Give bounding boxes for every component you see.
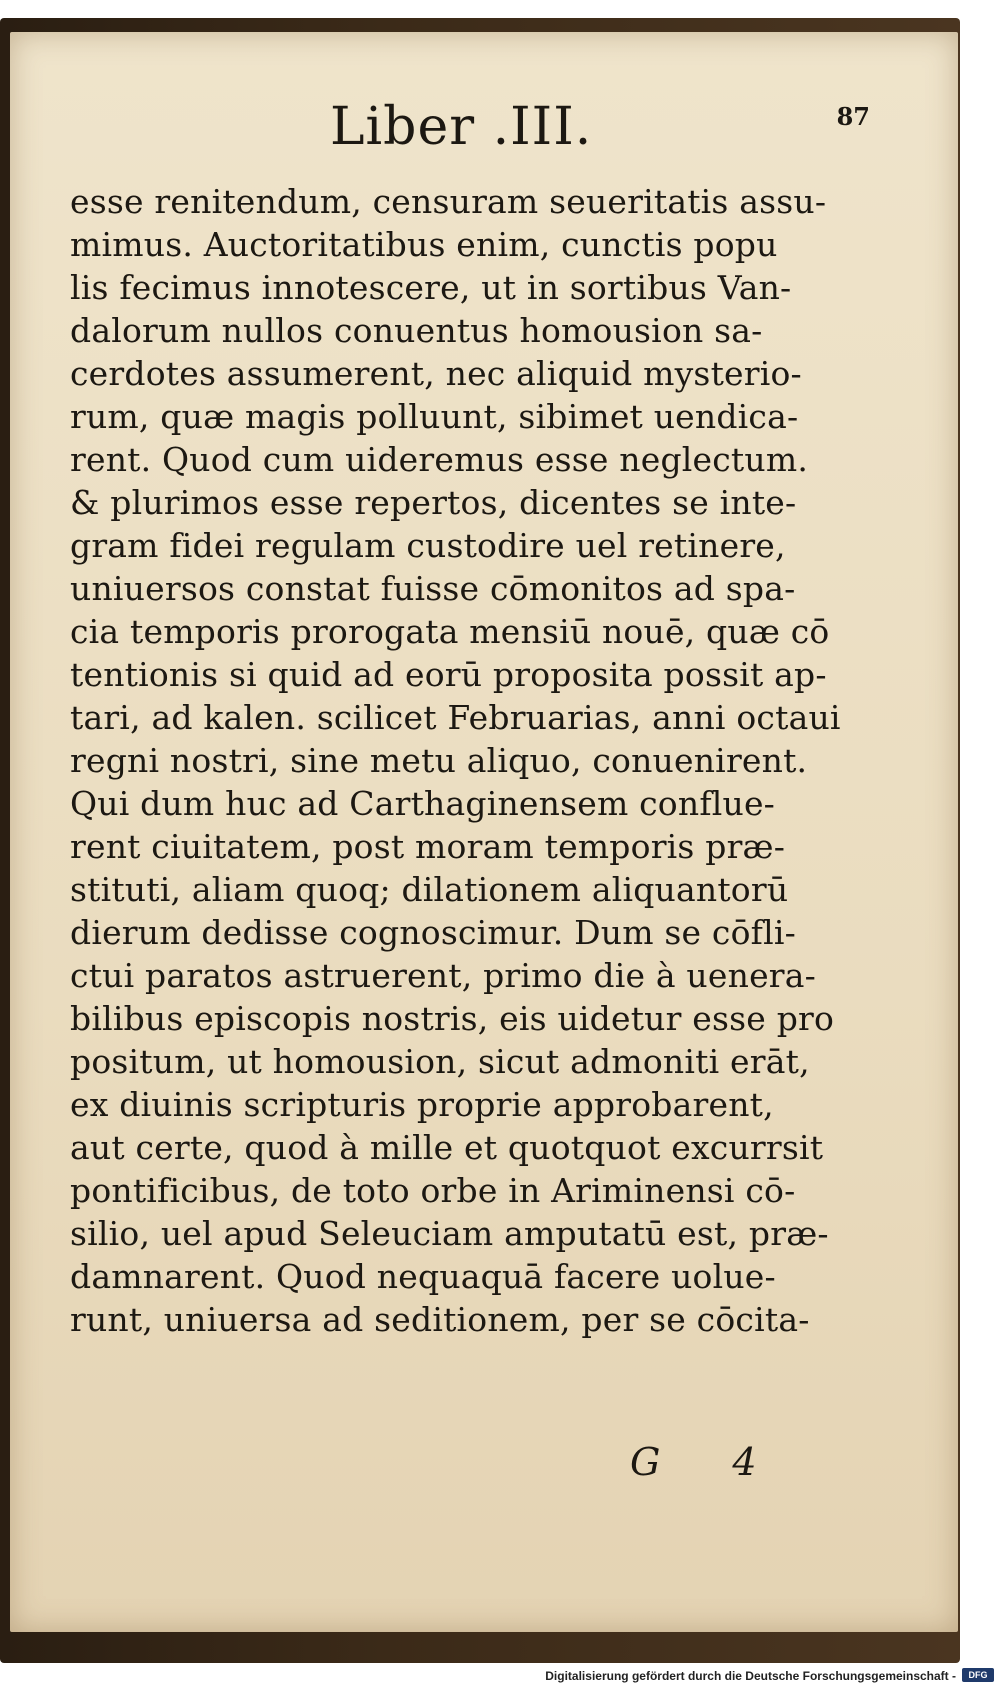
footer-bar: [0, 1665, 1000, 1689]
text-line: bilibus episcopis nostris, eis uidetur esse pro: [70, 999, 835, 1038]
text-line: tari, ad kalen. scilicet Februarias, anni octaui: [70, 698, 841, 737]
text-line: ctui paratos astruerent, primo die à uenera-: [70, 956, 816, 995]
text-line: rent ciuitatem, post moram temporis præ-: [70, 827, 786, 866]
text-line: runt, uniuersa ad seditionem, per se cōcita-: [70, 1300, 810, 1339]
dfg-logo-icon: DFG: [962, 1668, 994, 1682]
text-line: ex diuinis scripturis proprie approbarent,: [70, 1085, 774, 1124]
text-line: dierum dedisse cognoscimur. Dum se cōfli-: [70, 913, 796, 952]
text-line: rent. Quod cum uideremus esse neglectum.: [70, 440, 809, 479]
signature-mark: G 4: [630, 1440, 787, 1484]
page-content: [70, 92, 870, 1492]
text-line: dalorum nullos conuentus homousion sa-: [70, 311, 763, 350]
text-line: mimus. Auctoritatibus enim, cunctis popu: [70, 225, 778, 264]
text-line: aut certe, quod à mille et quotquot excurrsit: [70, 1128, 824, 1167]
page-number: 87: [836, 102, 870, 131]
text-line: esse renitendum, censuram seueritatis assu-: [70, 182, 827, 221]
text-line: pontificibus, de toto orbe in Ariminensi cō-: [70, 1171, 796, 1210]
body-text: [70, 180, 850, 1341]
text-line: Qui dum huc ad Carthaginensem conflue-: [70, 784, 776, 823]
text-line: tentionis si quid ad eorū proposita possit ap-: [70, 655, 827, 694]
running-head: Liber .III.: [330, 97, 593, 157]
text-line: positum, ut homousion, sicut admoniti erāt,: [70, 1042, 810, 1081]
text-line: rum, quæ magis polluunt, sibimet uendica-: [70, 397, 799, 436]
text-line: stituti, aliam quoq; dilationem aliquantorū: [70, 870, 789, 909]
text-line: uniuersos constat fuisse cōmonitos ad spa-: [70, 569, 796, 608]
text-line: lis fecimus innotescere, ut in sortibus Van-: [70, 268, 792, 307]
book-page: [10, 32, 958, 1632]
text-line: silio, uel apud Seleuciam amputatū est, præ-: [70, 1214, 829, 1253]
text-line: regni nostri, sine metu aliquo, conuenirent.: [70, 741, 808, 780]
text-line: gram fidei regulam custodire uel retinere,: [70, 526, 786, 565]
text-line: damnarent. Quod nequaquā facere uolue-: [70, 1257, 776, 1296]
funding-credit: Digitalisierung gefördert durch die Deutsche Forschungsgemeinschaft -: [545, 1669, 956, 1683]
text-line: cerdotes assumerent, nec aliquid mysterio-: [70, 354, 802, 393]
page-header: [70, 92, 870, 162]
text-line: cia temporis prorogata mensiū nouē, quæ cō: [70, 612, 830, 651]
text-line: & plurimos esse repertos, dicentes se inte-: [70, 483, 797, 522]
